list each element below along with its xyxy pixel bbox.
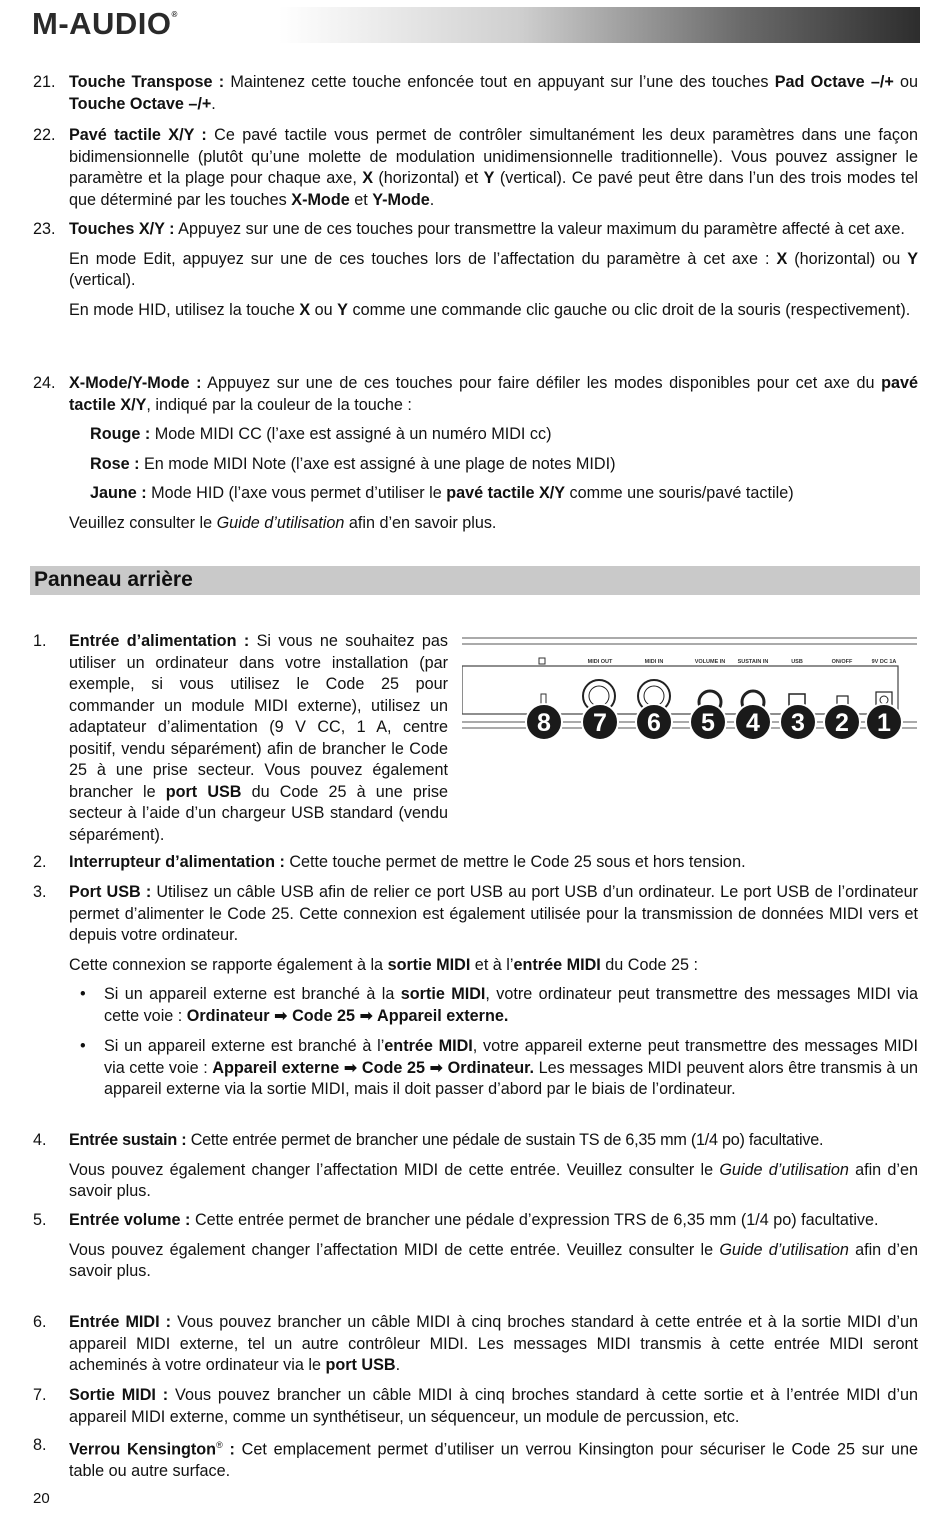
mode-rouge: Rouge : Mode MIDI CC (l’axe est assigné à un numéro MIDI cc) [90,425,552,443]
panel-label: SUSTAIN IN [737,659,769,665]
rear-panel-illustration [462,636,920,754]
callout-badge-8 [526,704,562,740]
item-number: 7. [33,1386,47,1404]
list-item-21: 21. Touche Transpose : Maintenez cette touche enfoncée tout en appuyant sur l’une des touches Pad Octave –/+ ou Touche Octave –/+. [33,73,918,113]
page-number: 20 [33,1490,50,1507]
list-item-23: 23. Touches X/Y : Appuyez sur une de ces touches pour transmettre la valeur maximum du paramètre affecté à cet axe. En mode Edit, appuyez sur une de ces touches lors de l’affectation du paramètre à cet axe : X (horizontal) ou Y (vertical). En mode HID, utilisez la touche X ou Y comme une commande clic gauche ou clic droit de la souris (respectivement). [33,220,918,319]
callout-number: 1 [877,709,891,737]
guide-note: Veuillez consulter le Guide d’utilisation afin d’en savoir plus. [69,514,497,532]
list-item-24: 24. X-Mode/Y-Mode : Appuyez sur une de ces touches pour faire défiler les modes disponibles pour cet axe du pavé tactile X/Y, indiqué par la couleur de la touche : [33,374,918,414]
item-number: 6. [33,1313,47,1331]
mode-jaune: Jaune : Mode HID (l’axe vous permet d’utiliser le pavé tactile X/Y comme une souris/pavé tactile) [90,484,794,502]
callout-number: 7 [593,709,607,737]
list-item-22: 22. Pavé tactile X/Y : Ce pavé tactile vous permet de contrôler simultanément les deux paramètres dans une façon bidimensionnelle (plutôt qu’une molette de modulation unidimensionnelle traditionnelle). Vous pouvez assigner le paramètre et la plage pour chaque axe, X (horizontal) et Y (vertical). Ce pavé peut être dans l’un des trois modes tel que déterminé par les touches X-Mode et Y-Mode. [33,126,918,209]
mode-rose: Rose : En mode MIDI Note (l’axe est assigné à une plage de notes MIDI) [90,455,616,473]
list-item-1: 1. Entrée d’alimentation : Si vous ne souhaitez pas utiliser un ordinateur dans votre installation (par exemple, si vous utilisez le Code 25 pour commander un module MIDI externe), utilisez un adaptateur d’alimentation (9 V CC, 1 A, centre positif, vendu séparément) afin de brancher le Code 25 à une prise secteur. Vous pouvez également brancher le port USB du Code 25 à une prise secteur à l’aide d’un chargeur USB standard (vendu séparément). [33,632,449,844]
list-item-2: 2. Interrupteur d’alimentation : Cette touche permet de mettre le Code 25 sous et hors tension. [33,852,918,874]
list-item-5: 5. Entrée volume : Cette entrée permet de brancher une pédale d’expression TRS de 6,35 mm (1/4 po) facultative. Vous pouvez également changer l’affectation MIDI de cette entrée. Veuillez consulter le Guide d’utilisation afin d’en savoir plus. [33,1211,918,1280]
panel-label: MIDI OUT [587,659,613,665]
item-number: 3. [33,883,47,901]
callout-number: 3 [791,709,805,737]
item-number: 22. [33,126,56,144]
bullet-dot: • [80,985,86,1003]
list-item-8: 8. Verrou Kensington® : Cet emplacement permet d’utiliser un verrou Kinsington pour sécuriser le Code 25 sur une table ou autre surface. [33,1436,918,1480]
panel-label: MIDI IN [644,659,664,665]
item-number: 8. [33,1436,47,1454]
callout-badge-7 [582,704,618,740]
item-number: 5. [33,1211,47,1229]
list-item-7: 7. Sortie MIDI : Vous pouvez brancher un câble MIDI à cinq broches standard à cette sortie et à l’entrée MIDI d’un appareil MIDI externe, comme un synthétiseur, un séquenceur, un module de percussion, etc. [33,1386,918,1426]
callout-badge-5 [690,704,726,740]
callout-badge-4 [735,704,771,740]
kensington-lock-icon [539,658,546,704]
item-number: 21. [33,73,56,91]
callout-badge-3 [780,704,816,740]
panel-label: USB [791,659,803,665]
item-number: 1. [33,632,47,650]
callout-badge-2 [824,704,860,740]
item-number: 2. [33,853,47,871]
bullet-dot: • [80,1037,86,1055]
item-number: 4. [33,1131,47,1149]
bullet-item: Si un appareil externe est branché à l’entrée MIDI, votre appareil externe peut transmettre des messages MIDI via cette voie : Appareil externe ➡ Code 25 ➡ Ordinateur. Les messages MIDI peuvent alors être transmis à un appareil externe via la sortie MIDI, mais il doit passer d’abord par le biais de l’ordinateur. [104,1037,918,1098]
item-number: 23. [33,220,56,238]
list-item-4: 4. Entrée sustain : Cette entrée permet de brancher une pédale de sustain TS de 6,35 mm (1/4 po) facultative. Vous pouvez également changer l’affectation MIDI de cette entrée. Veuillez consulter le Guide d’utilisation afin d’en savoir plus. [33,1131,918,1200]
callout-number: 8 [537,709,551,737]
list-item-6: 6. Entrée MIDI : Vous pouvez brancher un câble MIDI à cinq broches standard à cette entrée et à la sortie MIDI d’un appareil MIDI externe, tel un autre contrôleur MIDI. Les messages MIDI transmis à cette entrée MIDI seront acheminés à votre ordinateur via le port USB. [33,1313,919,1374]
item-number: 24. [33,374,56,392]
callout-badge-1 [866,704,902,740]
bullet-item: Si un appareil externe est branché à la sortie MIDI, votre ordinateur peut transmettre des messages MIDI via cette voie : Ordinateur ➡ Code 25 ➡ Appareil externe. [104,985,918,1025]
callout-number: 6 [647,709,661,737]
panel-label: 9V DC 1A [871,659,897,665]
section-title: Panneau arrière [34,568,193,591]
panel-label: VOLUME IN [694,659,726,665]
callout-badge-6 [636,704,672,740]
callout-number: 4 [746,709,760,737]
panel-label: ON/OFF [831,659,853,665]
list-item-3: 3. Port USB : Utilisez un câble USB afin de relier ce port USB au port USB d’un ordinateur. Le port USB de l’ordinateur permet d’alimenter le Code 25. Cette connexion est également utilisée pour la transmission de données MIDI vers et depuis votre ordinateur. Cette connexion se rapporte également à la sortie MIDI et à l’entrée MIDI du Code 25 : [33,883,919,974]
m-audio-logo: M-AUDIO® [32,6,178,41]
callout-number: 2 [835,709,849,737]
callout-number: 5 [701,709,715,737]
